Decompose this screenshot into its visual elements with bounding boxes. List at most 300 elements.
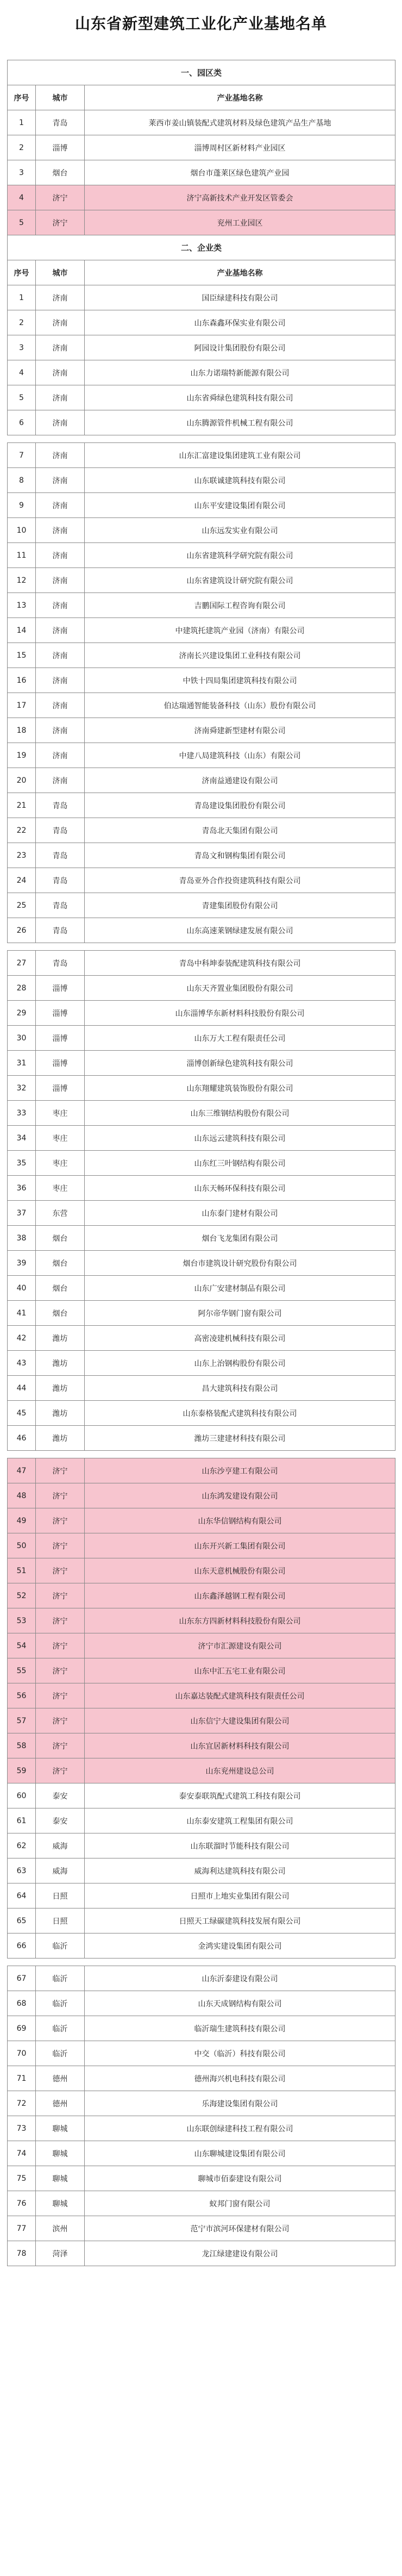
header-row-parks <box>8 85 395 110</box>
row-number: 67 <box>8 1966 36 1991</box>
row-city: 日照 <box>36 1883 85 1908</box>
row-number: 75 <box>8 2166 36 2191</box>
table-row <box>8 1326 395 1351</box>
row-city: 济宁 <box>36 1533 85 1558</box>
row-name: 龙江绿建建设有限公司 <box>85 2241 395 2266</box>
row-number: 74 <box>8 2141 36 2166</box>
table-row <box>8 593 395 618</box>
row-name: 山东天意机械股份有限公司 <box>85 1558 395 1583</box>
row-city: 临沂 <box>36 2016 85 2041</box>
page-break-gap <box>8 1958 395 1966</box>
table-row <box>8 518 395 543</box>
row-number: 8 <box>8 468 36 493</box>
table-row <box>8 310 395 335</box>
row-city: 菏泽 <box>36 2241 85 2266</box>
row-city: 济南 <box>36 718 85 743</box>
row-name: 济南长兴建设集团工业科技有限公司 <box>85 643 395 668</box>
table-row <box>8 1508 395 1533</box>
table-row <box>8 135 395 160</box>
row-city: 济南 <box>36 768 85 793</box>
row-name: 青岛建设集团股份有限公司 <box>85 793 395 818</box>
table-row <box>8 385 395 410</box>
table-row <box>8 285 395 310</box>
row-name: 山东宜居新材料科技有限公司 <box>85 1733 395 1758</box>
row-number: 27 <box>8 951 36 976</box>
row-city: 济南 <box>36 568 85 593</box>
table-row <box>8 1966 395 1991</box>
row-name: 山东鸿发建设有限公司 <box>85 1483 395 1508</box>
table-row <box>8 410 395 435</box>
row-city: 济宁 <box>36 210 85 235</box>
row-city: 青岛 <box>36 843 85 868</box>
base-list-table <box>7 60 395 2266</box>
row-number: 32 <box>8 1076 36 1101</box>
row-city: 济宁 <box>36 1483 85 1508</box>
row-number: 5 <box>8 385 36 410</box>
table-row <box>8 110 395 135</box>
table-row <box>8 1833 395 1858</box>
table-row <box>8 1226 395 1251</box>
row-city: 临沂 <box>36 1966 85 1991</box>
table-row <box>8 1126 395 1151</box>
row-city: 潍坊 <box>36 1326 85 1351</box>
row-name: 山东远云建筑科技有限公司 <box>85 1126 395 1151</box>
column-header-no: 序号 <box>8 260 36 285</box>
row-city: 潍坊 <box>36 1401 85 1426</box>
row-number: 42 <box>8 1326 36 1351</box>
table-row <box>8 360 395 385</box>
row-number: 21 <box>8 793 36 818</box>
row-name: 淄博周村区新材料产业园区 <box>85 135 395 160</box>
table-row <box>8 160 395 185</box>
row-name: 山东信宁大建设集团有限公司 <box>85 1708 395 1733</box>
table-row <box>8 1101 395 1126</box>
row-number: 40 <box>8 1276 36 1301</box>
row-name: 山东兖州建设总公司 <box>85 1758 395 1783</box>
table-row <box>8 1351 395 1376</box>
row-number: 62 <box>8 1833 36 1858</box>
table-row <box>8 1583 395 1608</box>
page-break-gap-cell <box>8 1958 395 1966</box>
row-name: 潍坊三建建材科技有限公司 <box>85 1426 395 1451</box>
row-city: 青岛 <box>36 818 85 843</box>
row-name: 中建筑托建筑产业园（济南）有限公司 <box>85 618 395 643</box>
page-break-gap-cell <box>8 435 395 443</box>
row-city: 济宁 <box>36 1658 85 1683</box>
table-row <box>8 1733 395 1758</box>
row-city: 济南 <box>36 468 85 493</box>
row-city: 济宁 <box>36 1758 85 1783</box>
row-number: 2 <box>8 135 36 160</box>
row-name: 山东上治钢构股份有限公司 <box>85 1351 395 1376</box>
row-city: 淄博 <box>36 1001 85 1026</box>
row-number: 15 <box>8 643 36 668</box>
table-row <box>8 443 395 468</box>
row-number: 54 <box>8 1633 36 1658</box>
row-city: 济南 <box>36 643 85 668</box>
row-number: 31 <box>8 1051 36 1076</box>
table-row <box>8 843 395 868</box>
row-city: 威海 <box>36 1858 85 1883</box>
row-name: 山东天畅环保科技有限公司 <box>85 1176 395 1201</box>
row-number: 1 <box>8 110 36 135</box>
row-name: 山东泰安建筑工程集团有限公司 <box>85 1808 395 1833</box>
row-number: 60 <box>8 1783 36 1808</box>
table-row <box>8 543 395 568</box>
table-row <box>8 893 395 918</box>
section-heading-enterprises: 二、企业类 <box>8 235 395 260</box>
page-break-gap <box>8 435 395 443</box>
table-row <box>8 2041 395 2066</box>
row-city: 济南 <box>36 693 85 718</box>
document-title: 山东省新型建筑工业化产业基地名单 <box>74 15 327 33</box>
row-city: 青岛 <box>36 893 85 918</box>
row-name: 中交（临沂）科技有限公司 <box>85 2041 395 2066</box>
row-name: 青岛中科坤泰装配建筑科技有限公司 <box>85 951 395 976</box>
row-number: 5 <box>8 210 36 235</box>
row-city: 枣庄 <box>36 1176 85 1201</box>
row-name: 山东汇富建设集团建筑工业有限公司 <box>85 443 395 468</box>
row-name: 金鸿实建设集团有限公司 <box>85 1933 395 1958</box>
row-city: 济南 <box>36 310 85 335</box>
table-row <box>8 1808 395 1833</box>
row-number: 1 <box>8 285 36 310</box>
table-row <box>8 668 395 693</box>
row-city: 济南 <box>36 443 85 468</box>
table-row <box>8 1026 395 1051</box>
table-row <box>8 2116 395 2141</box>
row-number: 41 <box>8 1301 36 1326</box>
page-break-gap-cell <box>8 943 395 951</box>
row-number: 63 <box>8 1858 36 1883</box>
row-city: 泰安 <box>36 1808 85 1833</box>
row-name: 山东联溜时节能科技有限公司 <box>85 1833 395 1858</box>
row-name: 乐海建设集团有限公司 <box>85 2091 395 2116</box>
row-city: 济宁 <box>36 1633 85 1658</box>
section-heading-parks: 一、园区类 <box>8 60 395 85</box>
table-row <box>8 1151 395 1176</box>
row-number: 25 <box>8 893 36 918</box>
table-row <box>8 1991 395 2016</box>
row-number: 14 <box>8 618 36 643</box>
row-number: 11 <box>8 543 36 568</box>
row-city: 泰安 <box>36 1783 85 1808</box>
table-row <box>8 1458 395 1483</box>
row-city: 潍坊 <box>36 1426 85 1451</box>
row-name: 青岛亚外合作投资建筑科技有限公司 <box>85 868 395 893</box>
page-break-gap <box>8 943 395 951</box>
row-number: 6 <box>8 410 36 435</box>
table-row <box>8 1201 395 1226</box>
row-number: 46 <box>8 1426 36 1451</box>
row-name: 中铁十四局集团建筑科技有限公司 <box>85 668 395 693</box>
table-row <box>8 1658 395 1683</box>
table-row <box>8 1633 395 1658</box>
table-row <box>8 2216 395 2241</box>
row-name: 山东腾源管件机械工程有限公司 <box>85 410 395 435</box>
row-city: 济宁 <box>36 1733 85 1758</box>
row-name: 山东泰门建材有限公司 <box>85 1201 395 1226</box>
row-name: 山东沂泰建设有限公司 <box>85 1966 395 1991</box>
row-city: 济南 <box>36 493 85 518</box>
row-number: 10 <box>8 518 36 543</box>
row-name: 山东天成钢结构有限公司 <box>85 1991 395 2016</box>
row-name: 范宁市滨河环保建材有限公司 <box>85 2216 395 2241</box>
table-row <box>8 818 395 843</box>
table-row <box>8 1558 395 1583</box>
row-number: 3 <box>8 160 36 185</box>
row-number: 53 <box>8 1608 36 1633</box>
row-name: 山东森鑫环保实业有限公司 <box>85 310 395 335</box>
row-number: 22 <box>8 818 36 843</box>
row-name: 莱西市姜山镇装配式建筑材料及绿色建筑产品生产基地 <box>85 110 395 135</box>
row-city: 烟台 <box>36 160 85 185</box>
column-header-city: 城市 <box>36 85 85 110</box>
row-name: 聊城市佰泰建设有限公司 <box>85 2166 395 2191</box>
row-number: 30 <box>8 1026 36 1051</box>
row-city: 德州 <box>36 2091 85 2116</box>
row-name: 山东淄博华东新材料科技股份有限公司 <box>85 1001 395 1026</box>
row-city: 济宁 <box>36 1458 85 1483</box>
row-name: 山东红三叶钢结构有限公司 <box>85 1151 395 1176</box>
row-name: 山东远发实业有限公司 <box>85 518 395 543</box>
row-city: 济宁 <box>36 1708 85 1733</box>
row-number: 55 <box>8 1658 36 1683</box>
row-number: 24 <box>8 868 36 893</box>
row-number: 20 <box>8 768 36 793</box>
table-row <box>8 1758 395 1783</box>
table-row <box>8 1683 395 1708</box>
column-header-no: 序号 <box>8 85 36 110</box>
row-name: 烟台市蓬莱区绿色建筑产业园 <box>85 160 395 185</box>
table-row <box>8 493 395 518</box>
row-name: 泰安泰联筑配式建筑工科技有限公司 <box>85 1783 395 1808</box>
row-name: 蚁邦门窗有限公司 <box>85 2191 395 2216</box>
row-number: 78 <box>8 2241 36 2266</box>
table-row <box>8 185 395 210</box>
row-name: 山东中汇五宅工业有限公司 <box>85 1658 395 1683</box>
row-name: 山东平安建设集团有限公司 <box>85 493 395 518</box>
row-name: 阿尔帝华钢门窗有限公司 <box>85 1301 395 1326</box>
table-row <box>8 1251 395 1276</box>
table-row <box>8 1376 395 1401</box>
row-number: 61 <box>8 1808 36 1833</box>
row-number: 66 <box>8 1933 36 1958</box>
row-city: 济宁 <box>36 1558 85 1583</box>
table-row <box>8 1608 395 1633</box>
table-row <box>8 768 395 793</box>
row-number: 39 <box>8 1251 36 1276</box>
row-number: 57 <box>8 1708 36 1733</box>
table-row <box>8 1076 395 1101</box>
row-city: 济宁 <box>36 1683 85 1708</box>
table-body <box>8 60 395 2266</box>
row-number: 52 <box>8 1583 36 1608</box>
row-number: 26 <box>8 918 36 943</box>
row-name: 烟台市建筑设计研究股份有限公司 <box>85 1251 395 1276</box>
table-row <box>8 1176 395 1201</box>
row-name: 山东聊城建设集团有限公司 <box>85 2141 395 2166</box>
row-name: 中建八局建筑科技（山东）有限公司 <box>85 743 395 768</box>
row-city: 枣庄 <box>36 1126 85 1151</box>
row-number: 73 <box>8 2116 36 2141</box>
row-city: 临沂 <box>36 1991 85 2016</box>
row-city: 济宁 <box>36 1508 85 1533</box>
row-name: 阿园设计集团股份有限公司 <box>85 335 395 360</box>
table-row <box>8 868 395 893</box>
table-row <box>8 568 395 593</box>
table-row <box>8 2066 395 2091</box>
row-city: 东营 <box>36 1201 85 1226</box>
page-break-gap <box>8 1451 395 1458</box>
row-city: 济南 <box>36 618 85 643</box>
row-number: 36 <box>8 1176 36 1201</box>
row-name: 山东翔耀建筑装饰股份有限公司 <box>85 1076 395 1101</box>
table-row <box>8 976 395 1001</box>
table-row <box>8 918 395 943</box>
row-number: 45 <box>8 1401 36 1426</box>
row-name: 青建集团股份有限公司 <box>85 893 395 918</box>
row-city: 淄博 <box>36 1026 85 1051</box>
row-name: 山东万大工程有限责任公司 <box>85 1026 395 1051</box>
table-row <box>8 1883 395 1908</box>
row-city: 济南 <box>36 593 85 618</box>
row-city: 烟台 <box>36 1251 85 1276</box>
row-number: 35 <box>8 1151 36 1176</box>
row-city: 青岛 <box>36 918 85 943</box>
table-row <box>8 718 395 743</box>
row-city: 滨州 <box>36 2216 85 2241</box>
row-number: 4 <box>8 360 36 385</box>
row-city: 德州 <box>36 2066 85 2091</box>
row-number: 16 <box>8 668 36 693</box>
table-row <box>8 1401 395 1426</box>
row-number: 49 <box>8 1508 36 1533</box>
row-name: 山东东方四新材料科技股份有限公司 <box>85 1608 395 1633</box>
page-break-gap-cell <box>8 1451 395 1458</box>
row-name: 威海利达建筑科技有限公司 <box>85 1858 395 1883</box>
table-row <box>8 643 395 668</box>
row-number: 12 <box>8 568 36 593</box>
table-row <box>8 1533 395 1558</box>
table-row <box>8 618 395 643</box>
row-number: 43 <box>8 1351 36 1376</box>
table-row <box>8 793 395 818</box>
row-city: 青岛 <box>36 868 85 893</box>
row-number: 7 <box>8 443 36 468</box>
row-city: 青岛 <box>36 951 85 976</box>
table-row <box>8 1001 395 1026</box>
row-city: 日照 <box>36 1908 85 1933</box>
table-row <box>8 1783 395 1808</box>
row-number: 48 <box>8 1483 36 1508</box>
table-row <box>8 2016 395 2041</box>
row-name: 昌大建筑科技有限公司 <box>85 1376 395 1401</box>
row-number: 64 <box>8 1883 36 1908</box>
row-number: 71 <box>8 2066 36 2091</box>
table-row <box>8 468 395 493</box>
row-number: 13 <box>8 593 36 618</box>
row-city: 聊城 <box>36 2191 85 2216</box>
row-name: 山东联创绿建科技工程有限公司 <box>85 2116 395 2141</box>
table-row <box>8 2166 395 2191</box>
row-city: 枣庄 <box>36 1151 85 1176</box>
row-name: 山东省舜绿色建筑科技有限公司 <box>85 385 395 410</box>
row-number: 65 <box>8 1908 36 1933</box>
table-row <box>8 2091 395 2116</box>
row-city: 济南 <box>36 668 85 693</box>
row-city: 济南 <box>36 285 85 310</box>
row-city: 青岛 <box>36 110 85 135</box>
row-city: 济南 <box>36 360 85 385</box>
row-city: 济宁 <box>36 1608 85 1633</box>
table-row <box>8 2141 395 2166</box>
row-name: 德州海兴机电科技有限公司 <box>85 2066 395 2091</box>
row-name: 临沂瑞生建筑科技有限公司 <box>85 2016 395 2041</box>
table-row <box>8 693 395 718</box>
row-number: 72 <box>8 2091 36 2116</box>
table-row <box>8 1933 395 1958</box>
row-number: 17 <box>8 693 36 718</box>
row-number: 47 <box>8 1458 36 1483</box>
row-city: 青岛 <box>36 793 85 818</box>
row-number: 58 <box>8 1733 36 1758</box>
column-header-city: 城市 <box>36 260 85 285</box>
row-city: 济南 <box>36 335 85 360</box>
row-name: 国臣绿建科技有限公司 <box>85 285 395 310</box>
row-name: 山东三维钢结构股份有限公司 <box>85 1101 395 1126</box>
table-row <box>8 1426 395 1451</box>
column-header-name: 产业基地名称 <box>85 85 395 110</box>
row-city: 威海 <box>36 1833 85 1858</box>
row-name: 伯达瑞通智能装备科技（山东）股份有限公司 <box>85 693 395 718</box>
row-number: 76 <box>8 2191 36 2216</box>
row-city: 临沂 <box>36 2041 85 2066</box>
row-city: 淄博 <box>36 1076 85 1101</box>
row-number: 37 <box>8 1201 36 1226</box>
section-row-enterprises <box>8 235 395 260</box>
row-city: 济宁 <box>36 185 85 210</box>
row-name: 青岛北天集团有限公司 <box>85 818 395 843</box>
table-row <box>8 210 395 235</box>
row-number: 4 <box>8 185 36 210</box>
row-name: 高密凌建机械科技有限公司 <box>85 1326 395 1351</box>
column-header-name: 产业基地名称 <box>85 260 395 285</box>
row-city: 淄博 <box>36 976 85 1001</box>
row-name: 山东联诚建筑科技有限公司 <box>85 468 395 493</box>
row-city: 烟台 <box>36 1276 85 1301</box>
table-row <box>8 1483 395 1508</box>
row-name: 山东嘉达装配式建筑科技有限责任公司 <box>85 1683 395 1708</box>
row-number: 33 <box>8 1101 36 1126</box>
row-name: 山东省建筑设计研究院有限公司 <box>85 568 395 593</box>
row-city: 济南 <box>36 410 85 435</box>
table-row <box>8 1858 395 1883</box>
row-number: 50 <box>8 1533 36 1558</box>
row-city: 聊城 <box>36 2141 85 2166</box>
row-city: 济南 <box>36 743 85 768</box>
row-name: 山东广安建材制品有限公司 <box>85 1276 395 1301</box>
table-row <box>8 951 395 976</box>
row-name: 济南舜建新型建材有限公司 <box>85 718 395 743</box>
row-name: 兖州工业园区 <box>85 210 395 235</box>
row-number: 29 <box>8 1001 36 1026</box>
row-name: 烟台飞龙集团有限公司 <box>85 1226 395 1251</box>
row-city: 潍坊 <box>36 1351 85 1376</box>
table-row <box>8 743 395 768</box>
row-number: 68 <box>8 1991 36 2016</box>
row-city: 烟台 <box>36 1301 85 1326</box>
